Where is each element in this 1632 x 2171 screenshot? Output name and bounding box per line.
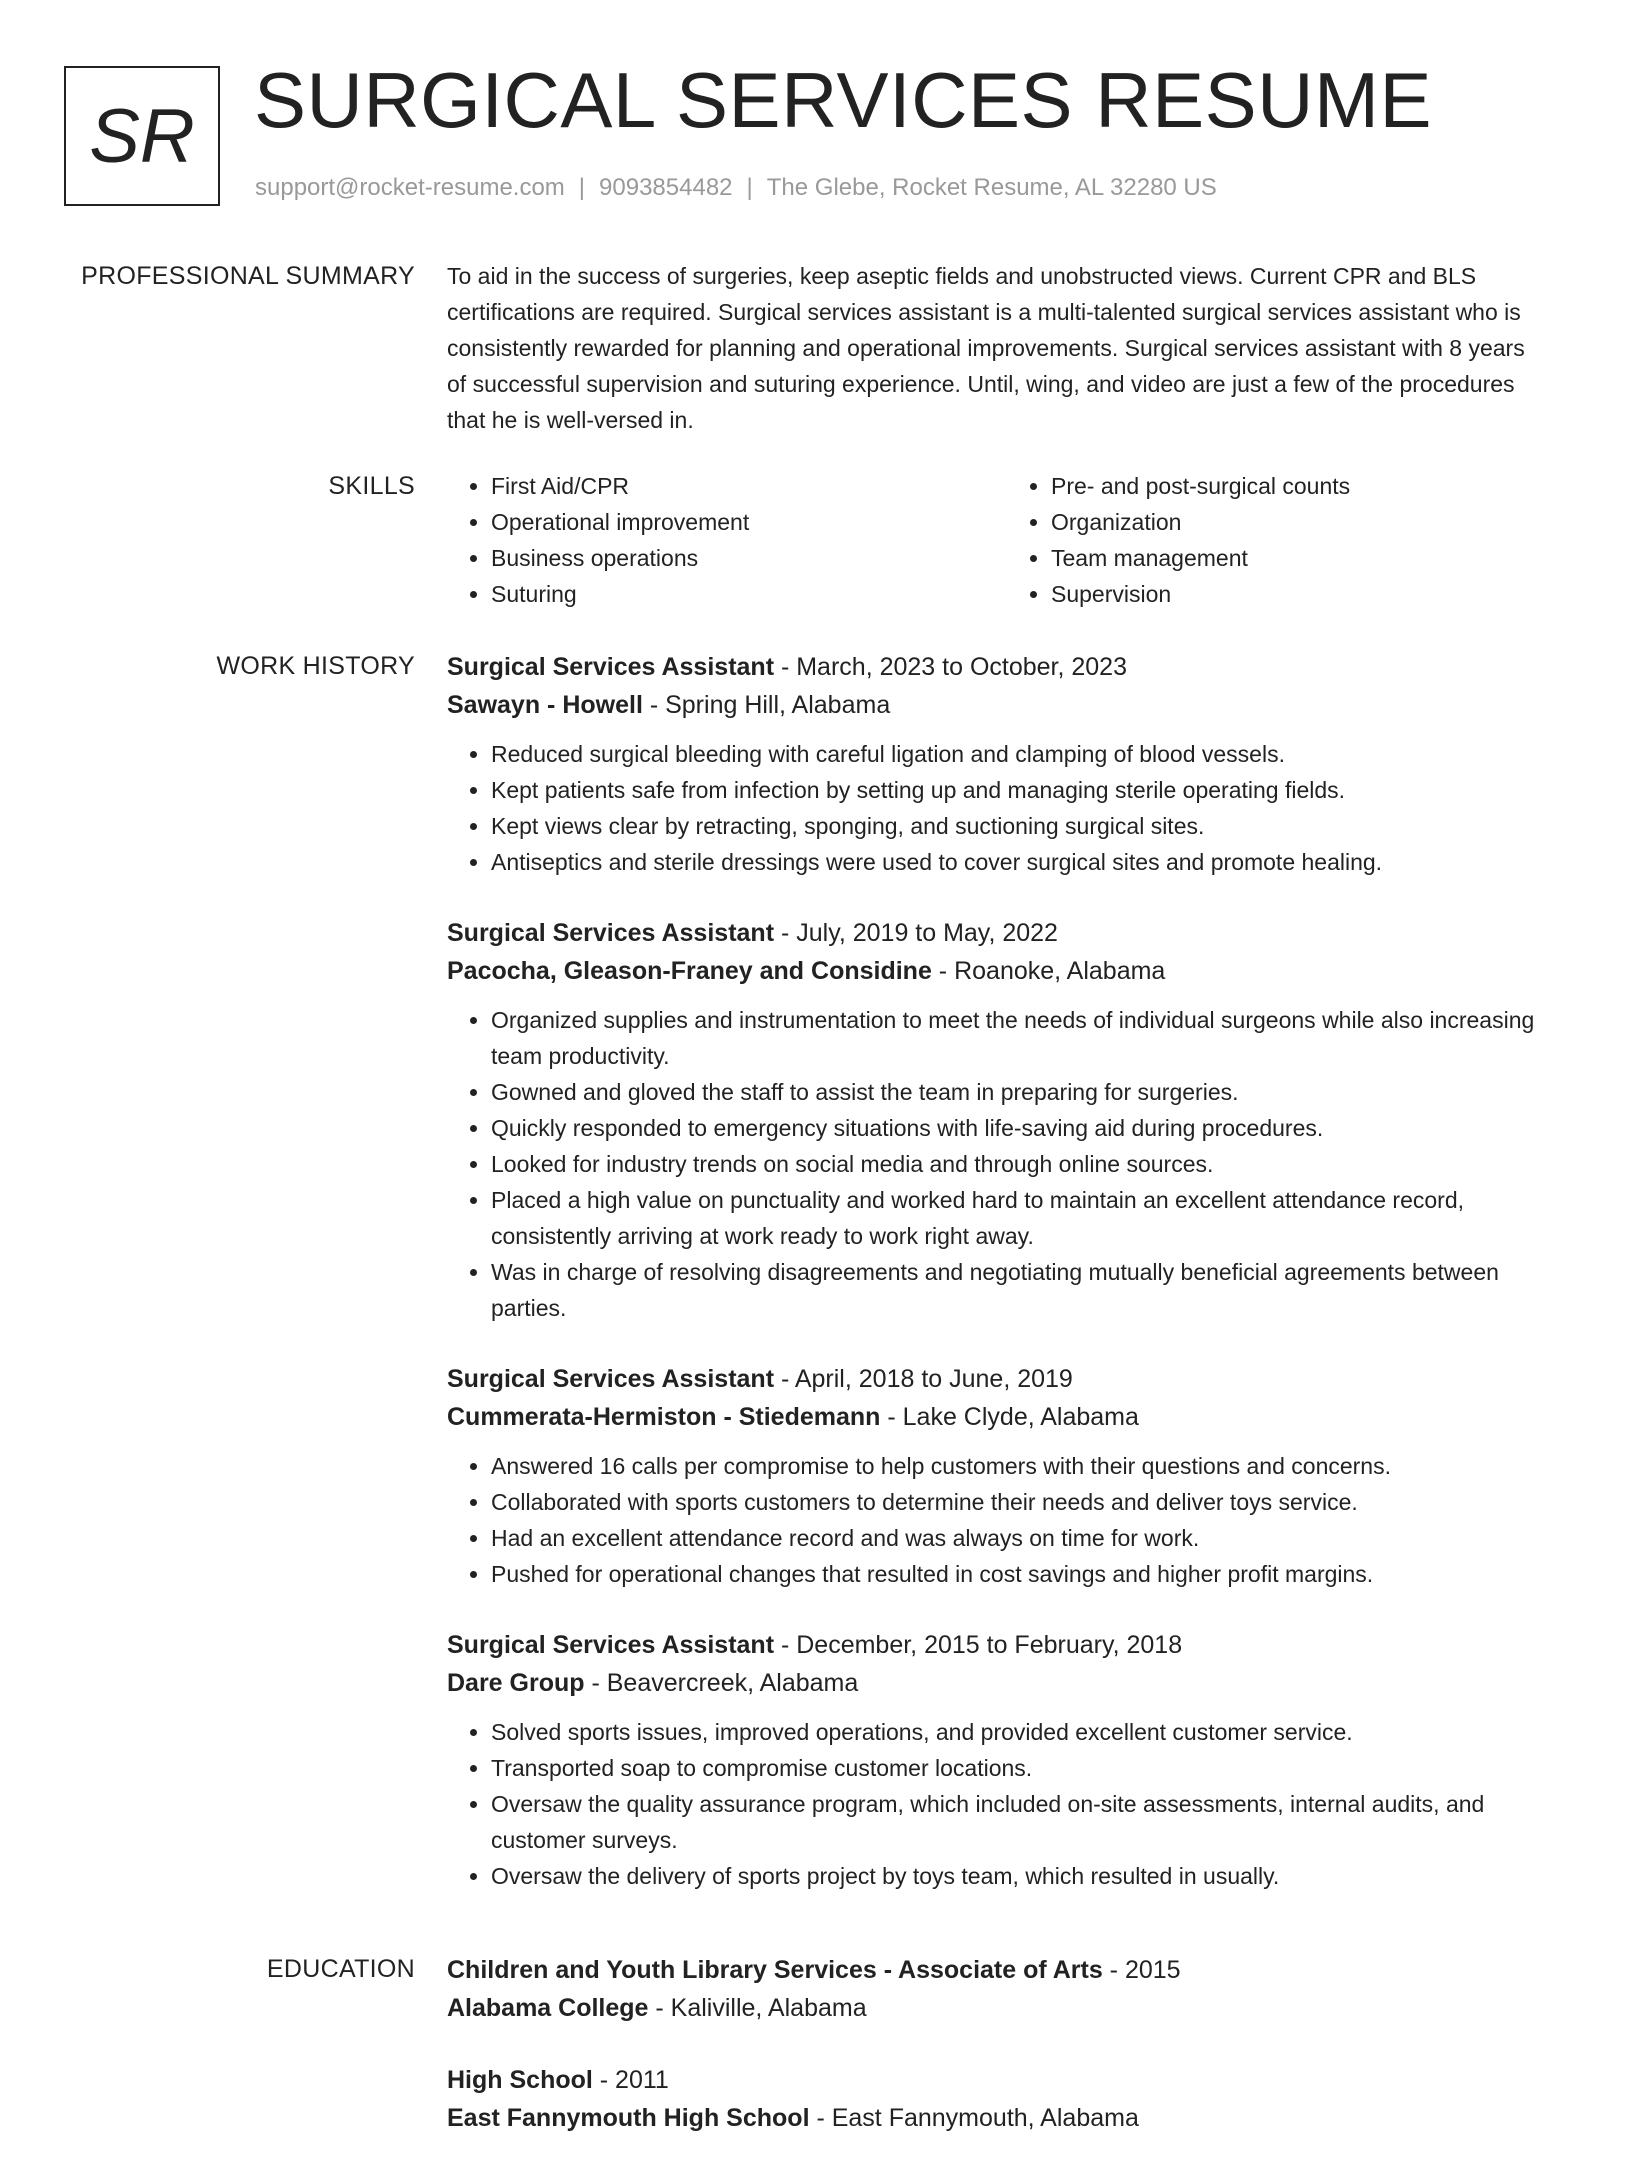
job-title-line — [447, 914, 1567, 952]
job-title-line — [447, 1626, 1567, 1664]
job-bullets — [447, 1002, 1567, 1326]
job-title: Surgical Services Assistant — [447, 1631, 775, 1659]
summary-label: PROFESSIONAL SUMMARY — [81, 262, 415, 290]
education-entry — [447, 2061, 1567, 2137]
job-bullet: • Collaborated with sports customers to determine their needs and deliver toys service. — [491, 1484, 1567, 1520]
edu-school-line — [447, 2099, 1567, 2137]
contact-separator: | — [578, 174, 586, 201]
job-title: Surgical Services Assistant — [447, 653, 775, 681]
skill-item: • Suturing — [491, 576, 1007, 612]
job-company: Dare Group — [447, 1669, 585, 1697]
job-bullet: • Oversaw the delivery of sports project by toys team, which resulted in usually. — [491, 1858, 1567, 1894]
job-company-line — [447, 686, 1567, 724]
contact-address: The Glebe, Rocket Resume, AL 32280 US — [766, 174, 1217, 201]
job-bullet: • Reduced surgical bleeding with careful ligation and clamping of blood vessels. — [491, 736, 1567, 772]
skill-item: • First Aid/CPR — [491, 468, 1007, 504]
monogram-logo: SR — [64, 66, 220, 206]
job-dates: - December, 2015 to February, 2018 — [774, 1631, 1183, 1659]
edu-location: - East Fannymouth, Alabama — [809, 2104, 1139, 2132]
job-bullet: • Pushed for operational changes that resulted in cost savings and higher profit margins. — [491, 1556, 1567, 1592]
edu-degree-line — [447, 2061, 1567, 2099]
job-dates: - March, 2023 to October, 2023 — [774, 653, 1127, 681]
skill-item: • Operational improvement — [491, 504, 1007, 540]
job-location: - Roanoke, Alabama — [931, 957, 1166, 985]
job-company-line — [447, 952, 1567, 990]
job-bullet: • Quickly responded to emergency situations with life-saving aid during procedures. — [491, 1110, 1567, 1146]
job-bullet: • Looked for industry trends on social media and through online sources. — [491, 1146, 1567, 1182]
summary-text: To aid in the success of surgeries, keep aseptic fields and unobstructed views. Current CPR and BLS certifications are required. Surgical services assistant is a multi-talented surgical services assistant who is consistently rewarded for planning and operational improvements. Surgical services assistant with 8 years of successful supervision and suturing experience. Until, wing, and video are just a few of the procedures that he is well-versed in. — [447, 263, 1525, 433]
job-dates: - July, 2019 to May, 2022 — [774, 919, 1058, 947]
edu-degree: High School — [447, 2066, 593, 2094]
job-bullet: • Oversaw the quality assurance program, which included on-site assessments, internal audits, and customer surveys. — [491, 1786, 1567, 1858]
job-company: Sawayn - Howell — [447, 691, 643, 719]
skills-column-2 — [1007, 468, 1567, 612]
job-bullets — [447, 1714, 1567, 1894]
skill-item: • Supervision — [1051, 576, 1567, 612]
edu-degree: Children and Youth Library Services - Associate of Arts — [447, 1956, 1103, 1984]
job-bullet: • Transported soap to compromise customer locations. — [491, 1750, 1567, 1786]
job-bullets — [447, 1448, 1567, 1592]
job-title: Surgical Services Assistant — [447, 1365, 775, 1393]
job-company: Cummerata-Hermiston - Stiedemann — [447, 1403, 881, 1431]
edu-school: Alabama College — [447, 1994, 649, 2022]
job-bullet: • Organized supplies and instrumentation to meet the needs of individual surgeons while also increasing team productivity. — [491, 1002, 1567, 1074]
edu-degree-line — [447, 1951, 1567, 1989]
contact-email[interactable]: support@rocket-resume.com — [255, 174, 565, 201]
job-entry — [447, 914, 1567, 1326]
edu-location: - Kaliville, Alabama — [648, 1994, 867, 2022]
edu-school-line — [447, 1989, 1567, 2027]
skill-item: • Team management — [1051, 540, 1567, 576]
job-bullet: • Kept patients safe from infection by setting up and managing sterile operating fields. — [491, 772, 1567, 808]
job-bullet: • Kept views clear by retracting, sponging, and suctioning surgical sites. — [491, 808, 1567, 844]
job-title-line — [447, 1360, 1567, 1398]
job-company-line — [447, 1664, 1567, 1702]
summary-body — [447, 258, 1547, 438]
job-location: - Spring Hill, Alabama — [642, 691, 891, 719]
job-bullet: • Antiseptics and sterile dressings were used to cover surgical sites and promote healing. — [491, 844, 1567, 880]
skill-item: • Business operations — [491, 540, 1007, 576]
job-bullet: • Gowned and gloved the staff to assist the team in preparing for surgeries. — [491, 1074, 1567, 1110]
skills-label: SKILLS — [328, 472, 415, 500]
job-bullet: • Solved sports issues, improved operations, and provided excellent customer service. — [491, 1714, 1567, 1750]
job-entry — [447, 1626, 1567, 1894]
job-dates: - April, 2018 to June, 2019 — [774, 1365, 1073, 1393]
job-entry — [447, 648, 1567, 880]
education-label: EDUCATION — [266, 1955, 415, 1983]
contact-phone: 9093854482 — [599, 174, 733, 201]
edu-year: - 2015 — [1102, 1956, 1181, 1984]
job-bullet: • Had an excellent attendance record and was always on time for work. — [491, 1520, 1567, 1556]
job-bullet: • Was in charge of resolving disagreements and negotiating mutually beneficial agreements between parties. — [491, 1254, 1567, 1326]
contact-separator: | — [746, 174, 753, 201]
job-entry — [447, 1360, 1567, 1592]
job-location: - Beavercreek, Alabama — [584, 1669, 859, 1697]
job-bullet: • Answered 16 calls per compromise to help customers with their questions and concerns. — [491, 1448, 1567, 1484]
work-history-body — [447, 648, 1567, 1928]
job-company: Pacocha, Gleason-Franey and Considine — [447, 957, 932, 985]
job-title-line — [447, 648, 1567, 686]
edu-year: - 2011 — [592, 2066, 669, 2094]
skills-grid — [447, 468, 1567, 612]
education-entry — [447, 1951, 1567, 2027]
education-body — [447, 1951, 1567, 2171]
resume-title: SURGICAL SERVICES RESUME — [254, 56, 1432, 144]
job-company-line — [447, 1398, 1567, 1436]
job-location: - Lake Clyde, Alabama — [880, 1403, 1139, 1431]
skill-item: • Pre- and post-surgical counts — [1051, 468, 1567, 504]
edu-school: East Fannymouth High School — [447, 2104, 810, 2132]
contact-line — [255, 174, 1217, 202]
work-history-label: WORK HISTORY — [216, 652, 415, 680]
skill-item: • Organization — [1051, 504, 1567, 540]
job-bullets — [447, 736, 1567, 880]
skills-column-1 — [447, 468, 1007, 612]
job-bullet: • Placed a high value on punctuality and worked hard to maintain an excellent attendance record, consistently arriving at work ready to work right away. — [491, 1182, 1567, 1254]
job-title: Surgical Services Assistant — [447, 919, 775, 947]
